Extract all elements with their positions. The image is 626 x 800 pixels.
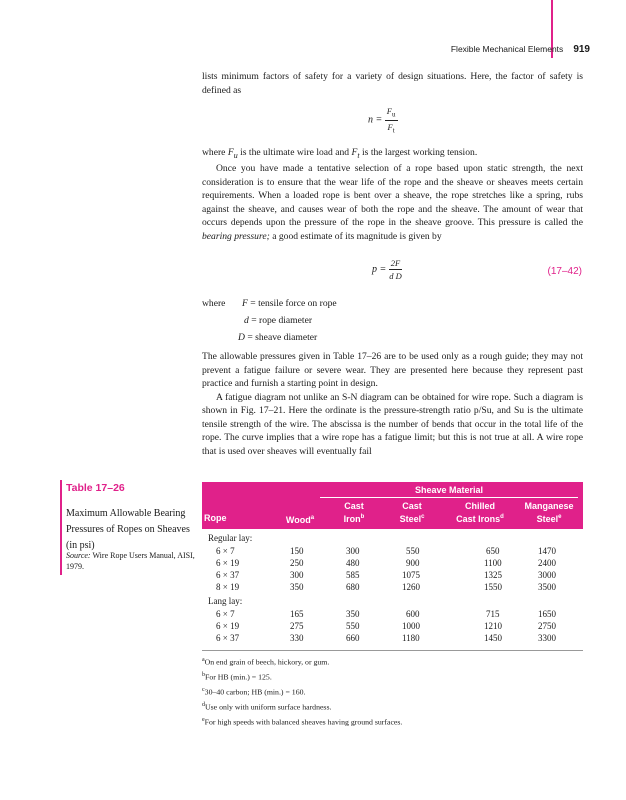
footnote: $^c$30–40 carbon; HB (min.) = 160. xyxy=(202,687,306,697)
col-manganese-steel: Manganese Steel$^e$ xyxy=(524,501,574,524)
table-row: 6 × 19 250 480 900 1100 2400 xyxy=(216,558,556,568)
table-side-rule xyxy=(60,480,62,575)
table-bottom-rule xyxy=(202,650,583,651)
footnote: $^b$For HB (min.) = 125. xyxy=(202,672,272,682)
group-header: Sheave Material xyxy=(414,485,484,495)
table-source: Source: Wire Rope Users Manual, AISI, 1979. xyxy=(66,551,195,571)
table-row: 6 × 7 150 300 550 650 1470 xyxy=(216,546,556,556)
body-paragraph-2: where $F_u$ is the ultimate wire load and $F_t$ is the largest working tension. Once you have made a tentative selection of a rope based upon static strength, the next consideration is to ensure that the wear life of the rope and the sheave or sheaves meets certain requirements. When a loaded rope is bent over a sheave, the rope stretches like a spring, rubs against the sheave, and causes wear of both the rope and the sheave. The amount of wear that occurs depends upon the pressure of the rope in the sheave groove. This pressure is called the bearing pressure; a good estimate of its magnitude is given by xyxy=(202,147,583,242)
table-row: 8 × 19 350 680 1260 1550 3500 xyxy=(216,582,556,592)
page-number: 919 xyxy=(573,44,590,55)
footnote: $^e$For high speeds with balanced sheaves having ground surfaces. xyxy=(202,717,403,727)
where-block: where F = tensile force on rope d = rope diameter D = sheave diameter xyxy=(202,298,337,343)
col-rope: Rope xyxy=(204,513,227,523)
group-header-rule xyxy=(320,497,578,498)
equation-bearing-pressure: p = $\frac{2F}{\text{d D}}$ xyxy=(372,258,402,281)
col-cast-iron: Cast Iron$^b$ xyxy=(343,501,365,524)
group-label-lang: Lang lay: xyxy=(208,596,243,606)
table-row: 6 × 37 330 660 1180 1450 3300 xyxy=(216,633,556,643)
equation-number: (17–42) xyxy=(547,266,582,277)
table-row: 6 × 37 300 585 1075 1325 3000 xyxy=(216,570,556,580)
intro-paragraph: lists minimum factors of safety for a variety of design situations. Here, the factor of safety is defined as xyxy=(202,71,583,96)
table-header xyxy=(202,482,583,529)
group-label-regular: Regular lay: xyxy=(208,533,253,543)
table-label: Table 17–26 xyxy=(66,482,125,494)
col-chilled-cast-irons: Chilled Cast Irons$^d$ xyxy=(456,501,504,524)
table-row: 6 × 7 165 350 600 715 1650 xyxy=(216,609,556,619)
equation-safety-factor: n = $\frac{F_u}{F_t}$ xyxy=(368,106,396,135)
table-row: 6 × 19 275 550 1000 1210 2750 xyxy=(216,621,556,631)
running-header xyxy=(451,44,590,55)
table-caption: Maximum Allowable Bearing Pressures of Ropes on Sheaves (in psi) xyxy=(66,508,190,551)
footnote: $^d$Use only with uniform surface hardness. xyxy=(202,702,332,712)
body-paragraph-3: The allowable pressures given in Table 17–26 are to be used only as a rough guide; they may not prevent a fatigue failure or severe wear. They are presented here because they represent past practice and furnish a starting point in design. A fatigue diagram not unlike an S-N diagram can be obtained for wire rope. Such a diagram is shown in Fig. 17–21. Here the ordinate is the pressure-strength ratio p/Su, and Su is the ultimate tensile strength of the wire. The abscissa is the number of bends that occur in the total life of the rope. The curve implies that a wire rope has a fatigue limit; but this is not true at all. A wire rope that is used over sheaves will eventually fail xyxy=(202,351,583,457)
running-title: Flexible Mechanical Elements xyxy=(450,44,564,54)
col-cast-steel: Cast Steel$^c$ xyxy=(399,501,425,524)
footnote: $^a$On end grain of beech, hickory, or gum. xyxy=(202,657,330,667)
col-wood: Wood$^a$ xyxy=(285,515,315,525)
